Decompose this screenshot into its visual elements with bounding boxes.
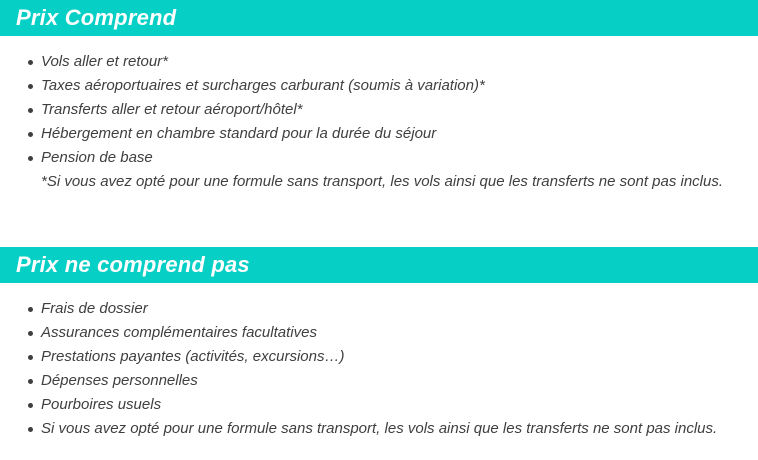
list-item-text: Pourboires usuels xyxy=(41,396,162,413)
bullet-icon xyxy=(28,132,33,137)
bullet-icon xyxy=(28,307,33,312)
list-item xyxy=(41,122,738,146)
section-header-prix-ne-comprend-pas xyxy=(0,247,758,283)
bullet-icon xyxy=(28,331,33,336)
section-title-prix-ne-comprend-pas: Prix ne comprend pas xyxy=(16,252,250,277)
list-item xyxy=(41,146,738,170)
list-item xyxy=(41,98,738,122)
list-item xyxy=(41,417,738,441)
bullet-icon xyxy=(28,108,33,113)
list-item xyxy=(41,369,738,393)
bullet-icon xyxy=(28,355,33,360)
prix-comprend-list xyxy=(0,36,758,194)
list-item-text: Transferts aller et retour aéroport/hôtel* xyxy=(41,101,303,118)
list-item-text: Dépenses personnelles xyxy=(41,372,198,389)
list-item xyxy=(41,345,738,369)
list-item xyxy=(41,297,738,321)
list-item-footnote xyxy=(41,170,738,194)
list-item-text: Prestations payantes (activités, excursions…) xyxy=(41,348,345,365)
bullet-icon xyxy=(28,403,33,408)
list-item-text: Frais de dossier xyxy=(41,300,148,317)
bullet-icon xyxy=(28,379,33,384)
list-item xyxy=(41,393,738,417)
footnote-text: *Si vous avez opté pour une formule sans transport, les vols ainsi que les transferts ne sont pas inclus. xyxy=(41,173,724,190)
list-item-text: Taxes aéroportuaires et surcharges carburant (soumis à variation)* xyxy=(41,77,485,94)
list-item xyxy=(41,321,738,345)
list-item-text: Assurances complémentaires facultatives xyxy=(41,324,317,341)
list-item-text: Pension de base xyxy=(41,149,153,166)
bullet-icon xyxy=(28,84,33,89)
bullet-icon xyxy=(28,427,33,432)
prix-ne-comprend-pas-list xyxy=(0,283,758,441)
list-item-text: Si vous avez opté pour une formule sans transport, les vols ainsi que les transferts ne sont pas inclus. xyxy=(41,420,718,437)
section-header-prix-comprend xyxy=(0,0,758,36)
list-item-text: Hébergement en chambre standard pour la durée du séjour xyxy=(41,125,437,142)
list-item-text: Vols aller et retour* xyxy=(41,53,169,70)
list-item xyxy=(41,50,738,74)
bullet-icon xyxy=(28,156,33,161)
section-title-prix-comprend: Prix Comprend xyxy=(16,5,177,30)
list-item xyxy=(41,74,738,98)
bullet-icon xyxy=(28,60,33,65)
